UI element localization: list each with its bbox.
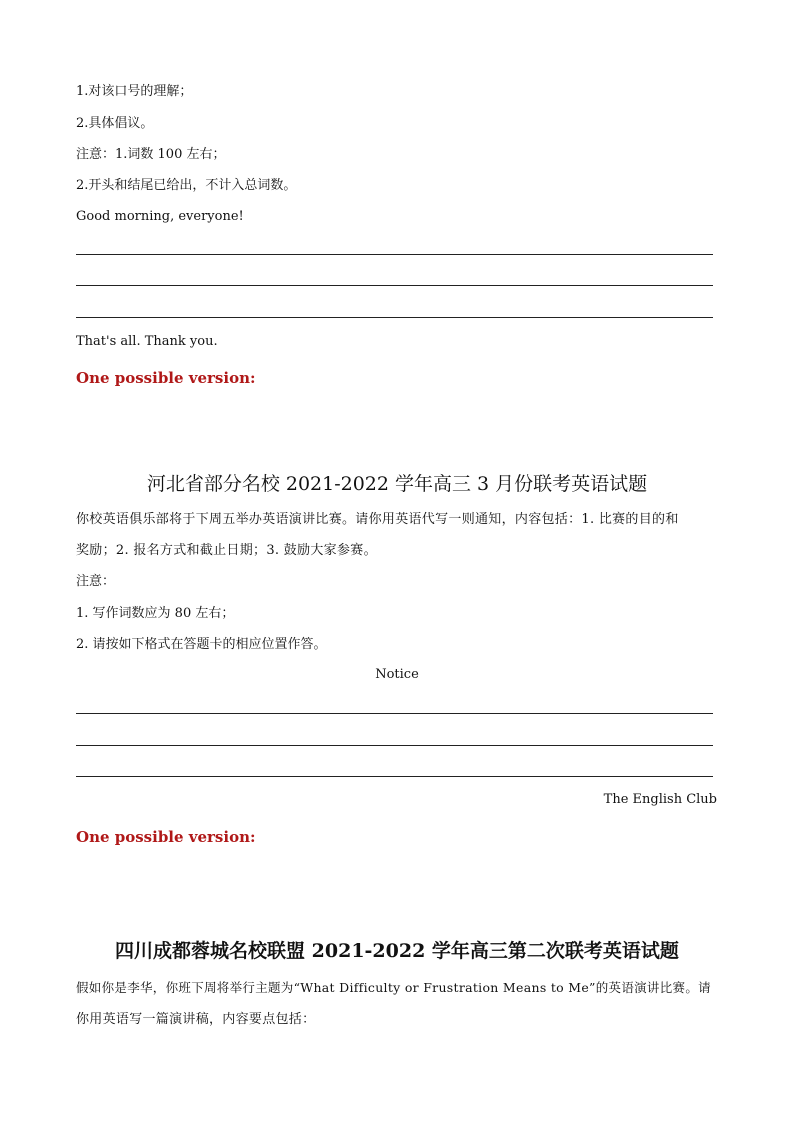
notice-signature: The English Club xyxy=(603,792,717,807)
answer-line xyxy=(76,317,713,318)
task-paragraph-line: 你校英语俱乐部将于下周五举办英语演讲比赛。请你用英语代写一则通知，内容包括：1. 比赛的目的和 xyxy=(76,512,679,527)
requirement-item-1: 1.对该口号的理解； xyxy=(76,84,193,99)
task-paragraph-line: 你用英语写一篇演讲稿，内容要点包括： xyxy=(76,1012,316,1027)
section-title: 河北省部分名校 2021-2022 学年高三 3 月份联考英语试题 xyxy=(146,473,648,495)
note-word-count: 1. 写作词数应为 80 左右； xyxy=(76,606,235,621)
possible-version-label: One possible version: xyxy=(76,828,256,846)
speech-closing: That's all. Thank you. xyxy=(76,334,218,349)
answer-line xyxy=(76,745,713,746)
answer-line xyxy=(76,254,713,255)
requirement-item-2: 2.具体倡议。 xyxy=(76,116,154,131)
section-title: 四川成都蓉城名校联盟 2021-2022 学年高三第二次联考英语试题 xyxy=(115,940,679,962)
note-label: 注意： xyxy=(76,574,116,589)
answer-line xyxy=(76,713,713,714)
possible-version-label: One possible version: xyxy=(76,369,256,387)
speech-opening: Good morning, everyone! xyxy=(76,209,244,224)
answer-line xyxy=(76,776,713,777)
answer-line xyxy=(76,285,713,286)
task-paragraph-line: 奖励；2. 报名方式和截止日期；3. 鼓励大家参赛。 xyxy=(76,543,377,558)
note-format: 2. 请按如下格式在答题卡的相应位置作答。 xyxy=(76,637,327,652)
note-word-count: 注意：1.词数 100 左右； xyxy=(76,147,226,162)
notice-heading: Notice xyxy=(375,667,419,682)
note-format: 2.开头和结尾已给出，不计入总词数。 xyxy=(76,178,297,193)
task-paragraph-line: 假如你是李华，你班下周将举行主题为“What Difficulty or Frustration Means to Me”的英语演讲比赛。请 xyxy=(76,980,711,995)
